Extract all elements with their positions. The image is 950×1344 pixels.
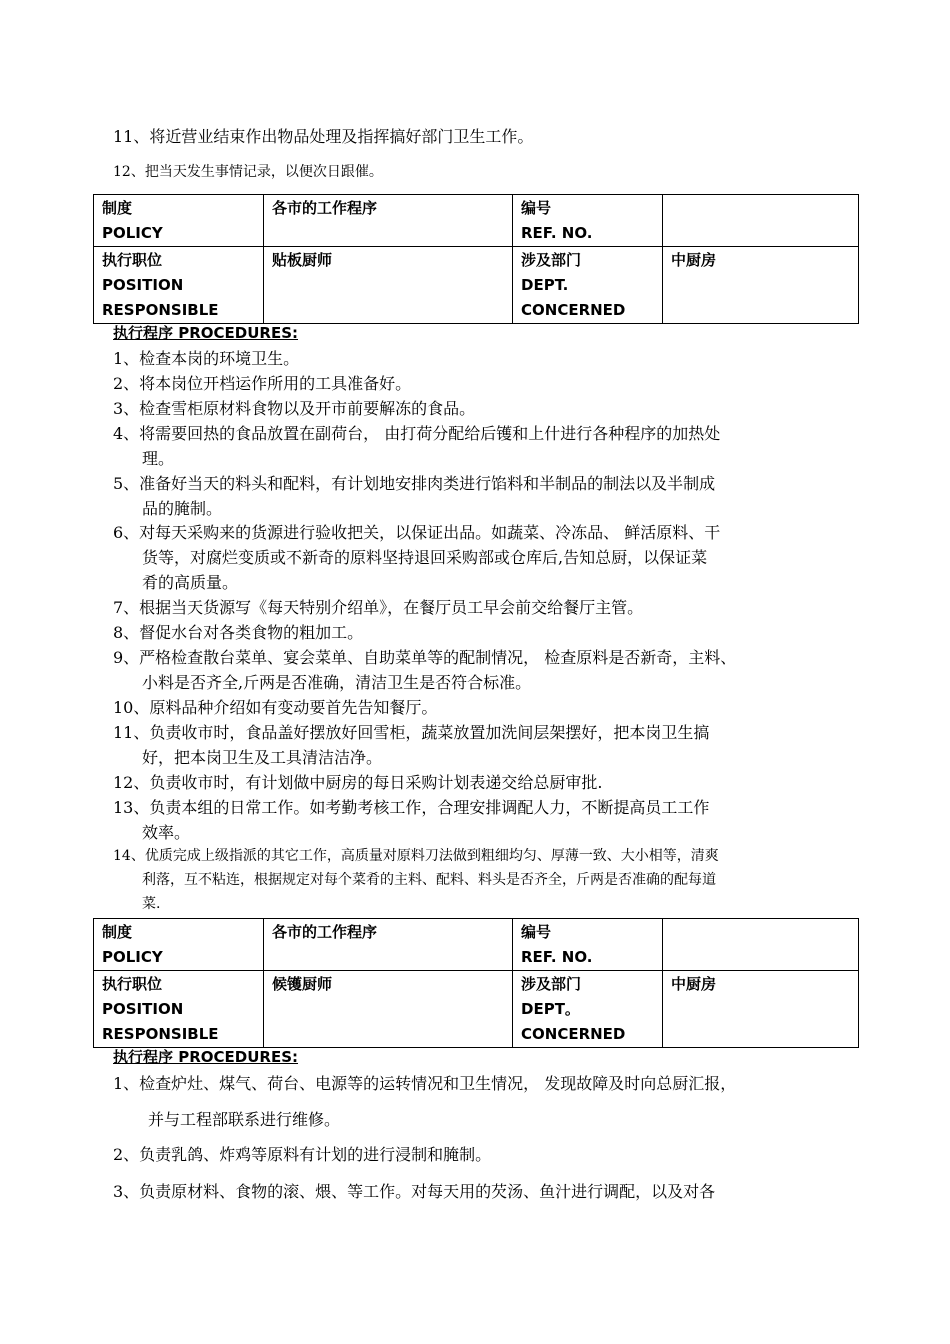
- policy-table-1: [93, 194, 859, 324]
- policy-label-cell: [94, 919, 264, 971]
- policy-label-en: POLICY: [102, 948, 163, 966]
- policy-value-cell: [264, 919, 513, 971]
- procedure-item-text: 4、将需要回热的食品放置在副荷台， 由打荷分配给后镬和上什进行各种程序的加热处: [113, 424, 721, 443]
- procedure-item-continuation: 菜.: [142, 896, 161, 912]
- procedure-item-continuation: 效率。: [142, 823, 191, 842]
- policy-label-cell: [94, 195, 264, 247]
- position-value: 候镬厨师: [272, 975, 333, 993]
- policy-label-en: POLICY: [102, 224, 163, 242]
- dept-value-cell: [663, 971, 859, 1048]
- position-label-cn: 执行职位: [102, 251, 163, 269]
- dept-label-en1: DEPT.: [521, 276, 569, 294]
- procedure-item: [113, 645, 736, 695]
- ref-value-cell: [663, 919, 859, 971]
- procedure2-item-1: 1、检查炉灶、煤气、荷台、电源等的运转情况和卫生情况， 发现故障及时向总厨汇报，: [113, 1074, 737, 1093]
- policy-value: 各市的工作程序: [272, 199, 378, 217]
- procedures-heading-2: 执行程序 PROCEDURES:: [113, 1048, 299, 1066]
- procedure-item-continuation: 肴的高质量。: [142, 573, 239, 592]
- procedure2-item-2: 2、负责乳鸽、炸鸡等原料有计划的进行浸制和腌制。: [113, 1145, 492, 1164]
- procedure-item-text: 3、检查雪柜原材料食物以及开市前要解冻的食品。: [113, 399, 476, 418]
- procedure-item-text: 12、负责收市时，有计划做中厨房的每日采购计划表递交给总厨审批.: [113, 773, 603, 792]
- ref-label-cn: 编号: [521, 199, 552, 217]
- position-value-cell: [264, 247, 513, 324]
- ref-label-cell: [513, 919, 663, 971]
- intro-item-12: 12、把当天发生事情记录，以便次日跟催。: [113, 164, 383, 180]
- position-label-en2: RESPONSIBLE: [102, 301, 219, 319]
- procedure-item-continuation: 小料是否齐全,斤两是否准确，清洁卫生是否符合标准。: [142, 673, 532, 692]
- procedure-item: [113, 770, 602, 795]
- position-label-cn: 执行职位: [102, 975, 163, 993]
- policy-value: 各市的工作程序: [272, 923, 378, 941]
- dept-label-en2: CONCERNED: [521, 301, 626, 319]
- procedure-item-text: 8、督促水台对各类食物的粗加工。: [113, 623, 364, 642]
- ref-label-en: REF. NO.: [521, 224, 593, 242]
- policy-label-cn: 制度: [102, 199, 133, 217]
- position-label-cell: [94, 247, 264, 324]
- procedure-item-continuation: 理。: [142, 449, 175, 468]
- position-value-cell: [264, 971, 513, 1048]
- procedure-item-14: [113, 844, 719, 916]
- procedure-item: [113, 795, 709, 845]
- dept-label-en1: DEPT。: [521, 1000, 580, 1018]
- policy-label-cn: 制度: [102, 923, 133, 941]
- dept-label-en2: CONCERNED: [521, 1025, 626, 1043]
- procedure-item-text: 13、负责本组的日常工作。如考勤考核工作，合理安排调配人力，不断提高员工工作: [113, 798, 710, 817]
- procedure-item: [113, 371, 411, 396]
- procedure-item-text: 11、负责收市时，食品盖好摆放好回雪柜，蔬菜放置加洗间层架摆好，把本岗卫生搞: [113, 723, 710, 742]
- procedure-item-text: 7、根据当天货源写《每天特别介绍单》，在餐厅员工早会前交给餐厅主管。: [113, 598, 644, 617]
- position-label-en1: POSITION: [102, 1000, 184, 1018]
- procedure-item: [113, 520, 720, 595]
- dept-value: 中厨房: [671, 975, 717, 993]
- procedure-item-text: 9、严格检查散台菜单、宴会菜单、自助菜单等的配制情况， 检查原料是否新奇，主料、: [113, 648, 737, 667]
- procedure-item-continuation: 品的腌制。: [142, 499, 223, 518]
- procedures-heading-1: 执行程序 PROCEDURES:: [113, 324, 299, 342]
- position-label-cell: [94, 971, 264, 1048]
- procedure-item: [113, 695, 437, 720]
- procedure-item-continuation: 好，把本岗卫生及工具清洁洁净。: [142, 748, 383, 767]
- ref-value-cell: [663, 195, 859, 247]
- ref-label-cn: 编号: [521, 923, 552, 941]
- position-label-en2: RESPONSIBLE: [102, 1025, 219, 1043]
- procedure-item: [113, 595, 643, 620]
- procedure-item-text: 5、准备好当天的料头和配料，有计划地安排肉类进行馅料和半制品的制法以及半制成: [113, 474, 716, 493]
- procedure-item: [113, 346, 299, 371]
- position-label-en1: POSITION: [102, 276, 184, 294]
- procedure-item-text: 14、优质完成上级指派的其它工作，高质量对原料刀法做到粗细均匀、厚薄一致、大小相等，清爽: [113, 848, 719, 864]
- intro-item-11: 11、将近营业结束作出物品处理及指挥搞好部门卫生工作。: [113, 127, 534, 146]
- procedure-item: [113, 620, 363, 645]
- procedure-item: [113, 396, 475, 421]
- ref-label-cell: [513, 195, 663, 247]
- policy-value-cell: [264, 195, 513, 247]
- dept-label-cell: [513, 971, 663, 1048]
- procedure-item-continuation: 货等，对腐烂变质或不新奇的原料坚持退回采购部或仓库后,告知总厨，以保证菜: [142, 548, 708, 567]
- dept-label-cell: [513, 247, 663, 324]
- policy-table-2: [93, 918, 859, 1048]
- procedure-item: [113, 421, 720, 471]
- dept-value-cell: [663, 247, 859, 324]
- procedure-item-text: 1、检查本岗的环境卫生。: [113, 349, 300, 368]
- procedure-item-continuation: 利落，互不粘连，根据规定对每个菜肴的主料、配料、料头是否齐全，斤两是否准确的配每道: [142, 872, 716, 888]
- dept-value: 中厨房: [671, 251, 717, 269]
- procedure-item-text: 10、原料品种介绍如有变动要首先告知餐厅。: [113, 698, 438, 717]
- procedure2-item-1-continued: 并与工程部联系进行维修。: [148, 1110, 341, 1129]
- procedure2-item-3: 3、负责原材料、食物的滚、煨、等工作。对每天用的芡汤、鱼汁进行调配，以及对各: [113, 1182, 716, 1201]
- procedure-item-text: 6、对每天采购来的货源进行验收把关，以保证出品。如蔬菜、冷冻品、 鲜活原料、干: [113, 523, 721, 542]
- procedure-item: [113, 471, 715, 521]
- procedure-item: [113, 720, 709, 770]
- position-value: 贴板厨师: [272, 251, 333, 269]
- procedure-item-text: 2、将本岗位开档运作所用的工具准备好。: [113, 374, 412, 393]
- dept-label-cn: 涉及部门: [521, 251, 582, 269]
- ref-label-en: REF. NO.: [521, 948, 593, 966]
- dept-label-cn: 涉及部门: [521, 975, 582, 993]
